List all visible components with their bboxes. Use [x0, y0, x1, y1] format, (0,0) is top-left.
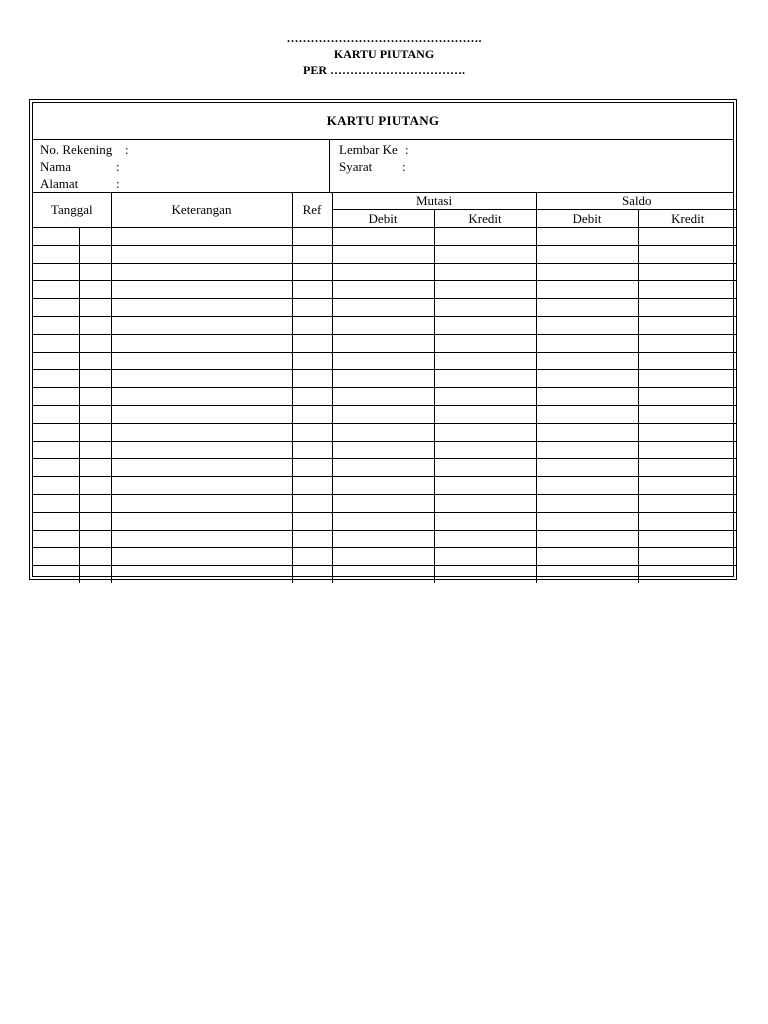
cell-tanggal-day[interactable]	[33, 281, 79, 299]
column-header-mutasi-kredit: Kredit	[434, 210, 536, 228]
cell-mutasi-debit[interactable]	[332, 352, 434, 370]
cell-tanggal-day[interactable]	[33, 334, 79, 352]
cell-saldo-kredit[interactable]	[638, 245, 737, 263]
cell-mutasi-kredit[interactable]	[434, 388, 536, 406]
cell-keterangan[interactable]	[111, 245, 292, 263]
table-row	[33, 441, 737, 459]
cell-tanggal-day[interactable]	[33, 299, 79, 317]
cell-tanggal-day[interactable]	[33, 405, 79, 423]
header-dotted-line: ………………………………………….	[286, 31, 482, 45]
cell-saldo-kredit[interactable]	[638, 263, 737, 281]
field-label: No. Rekening	[40, 142, 113, 157]
cell-tanggal-month[interactable]	[79, 494, 111, 512]
cell-keterangan[interactable]	[111, 494, 292, 512]
cell-mutasi-kredit[interactable]	[434, 281, 536, 299]
cell-keterangan[interactable]	[111, 281, 292, 299]
cell-mutasi-kredit[interactable]	[434, 494, 536, 512]
cell-mutasi-debit[interactable]	[332, 405, 434, 423]
cell-ref[interactable]	[292, 423, 332, 441]
column-header-mutasi-debit: Debit	[332, 210, 434, 228]
field-label: Alamat	[40, 176, 79, 191]
cell-tanggal-month[interactable]	[79, 566, 111, 583]
cell-mutasi-debit[interactable]	[332, 441, 434, 459]
cell-mutasi-kredit[interactable]	[434, 512, 536, 530]
cell-tanggal-month[interactable]	[79, 477, 111, 495]
cell-tanggal-month[interactable]	[79, 316, 111, 334]
receivable-card-inner	[32, 102, 734, 577]
account-info	[33, 139, 733, 193]
card-title: KARTU PIUTANG	[33, 103, 733, 140]
cell-mutasi-kredit[interactable]	[434, 299, 536, 317]
cell-tanggal-day[interactable]	[33, 228, 79, 246]
cell-keterangan[interactable]	[111, 423, 292, 441]
field-colon: :	[116, 176, 120, 191]
cell-mutasi-debit[interactable]	[332, 245, 434, 263]
field-label: Syarat	[339, 159, 373, 174]
cell-ref[interactable]	[292, 566, 332, 583]
cell-saldo-kredit[interactable]	[638, 388, 737, 406]
cell-mutasi-kredit[interactable]	[434, 228, 536, 246]
cell-mutasi-debit[interactable]	[332, 334, 434, 352]
cell-tanggal-day[interactable]	[33, 316, 79, 334]
cell-keterangan[interactable]	[111, 477, 292, 495]
cell-mutasi-kredit[interactable]	[434, 477, 536, 495]
cell-keterangan[interactable]	[111, 512, 292, 530]
cell-tanggal-month[interactable]	[79, 423, 111, 441]
ledger-table	[33, 192, 737, 583]
cell-keterangan[interactable]	[111, 299, 292, 317]
cell-saldo-debit[interactable]	[536, 388, 638, 406]
cell-tanggal-month[interactable]	[79, 405, 111, 423]
cell-saldo-kredit[interactable]	[638, 566, 737, 583]
table-row	[33, 281, 737, 299]
cell-mutasi-kredit[interactable]	[434, 405, 536, 423]
cell-ref[interactable]	[292, 228, 332, 246]
cell-mutasi-debit[interactable]	[332, 228, 434, 246]
cell-saldo-debit[interactable]	[536, 530, 638, 548]
cell-tanggal-day[interactable]	[33, 441, 79, 459]
cell-mutasi-debit[interactable]	[332, 316, 434, 334]
cell-mutasi-debit[interactable]	[332, 494, 434, 512]
cell-saldo-debit[interactable]	[536, 512, 638, 530]
cell-saldo-debit[interactable]	[536, 405, 638, 423]
cell-saldo-debit[interactable]	[536, 494, 638, 512]
cell-tanggal-month[interactable]	[79, 441, 111, 459]
table-row	[33, 263, 737, 281]
cell-mutasi-kredit[interactable]	[434, 441, 536, 459]
cell-mutasi-kredit[interactable]	[434, 423, 536, 441]
cell-tanggal-month[interactable]	[79, 530, 111, 548]
column-group-mutasi: Mutasi	[332, 192, 536, 210]
cell-tanggal-day[interactable]	[33, 459, 79, 477]
table-row	[33, 405, 737, 423]
account-info-right	[330, 139, 733, 192]
cell-ref[interactable]	[292, 263, 332, 281]
cell-mutasi-debit[interactable]	[332, 388, 434, 406]
cell-saldo-debit[interactable]	[536, 281, 638, 299]
cell-tanggal-day[interactable]	[33, 548, 79, 566]
cell-tanggal-day[interactable]	[33, 388, 79, 406]
table-row	[33, 566, 737, 583]
cell-saldo-debit[interactable]	[536, 316, 638, 334]
cell-mutasi-debit[interactable]	[332, 512, 434, 530]
header-per-line: PER …………………………….	[303, 63, 465, 77]
cell-keterangan[interactable]	[111, 530, 292, 548]
cell-saldo-kredit[interactable]	[638, 548, 737, 566]
cell-saldo-kredit[interactable]	[638, 334, 737, 352]
cell-tanggal-month[interactable]	[79, 281, 111, 299]
table-row	[33, 494, 737, 512]
field-colon: :	[402, 159, 406, 174]
cell-saldo-debit[interactable]	[536, 370, 638, 388]
field-colon: :	[405, 142, 409, 157]
field-label: Lembar Ke	[339, 142, 398, 157]
cell-tanggal-month[interactable]	[79, 548, 111, 566]
cell-keterangan[interactable]	[111, 459, 292, 477]
table-row	[33, 334, 737, 352]
cell-ref[interactable]	[292, 245, 332, 263]
column-header-saldo-debit: Debit	[536, 210, 638, 228]
cell-mutasi-debit[interactable]	[332, 370, 434, 388]
cell-ref[interactable]	[292, 512, 332, 530]
table-row	[33, 477, 737, 495]
cell-ref[interactable]	[292, 441, 332, 459]
cell-tanggal-day[interactable]	[33, 512, 79, 530]
cell-saldo-debit[interactable]	[536, 299, 638, 317]
cell-mutasi-debit[interactable]	[332, 548, 434, 566]
cell-tanggal-day[interactable]	[33, 566, 79, 583]
cell-saldo-debit[interactable]	[536, 352, 638, 370]
cell-saldo-kredit[interactable]	[638, 530, 737, 548]
cell-saldo-kredit[interactable]	[638, 494, 737, 512]
table-row	[33, 316, 737, 334]
table-row	[33, 423, 737, 441]
cell-saldo-kredit[interactable]	[638, 370, 737, 388]
cell-keterangan[interactable]	[111, 263, 292, 281]
cell-tanggal-day[interactable]	[33, 477, 79, 495]
cell-saldo-debit[interactable]	[536, 228, 638, 246]
cell-keterangan[interactable]	[111, 334, 292, 352]
cell-mutasi-debit[interactable]	[332, 459, 434, 477]
table-row	[33, 299, 737, 317]
cell-mutasi-kredit[interactable]	[434, 459, 536, 477]
cell-saldo-kredit[interactable]	[638, 281, 737, 299]
cell-keterangan[interactable]	[111, 228, 292, 246]
cell-saldo-kredit[interactable]	[638, 512, 737, 530]
cell-saldo-debit[interactable]	[536, 477, 638, 495]
column-header-saldo-kredit: Kredit	[638, 210, 737, 228]
cell-mutasi-kredit[interactable]	[434, 370, 536, 388]
cell-mutasi-debit[interactable]	[332, 281, 434, 299]
field-alamat[interactable]	[40, 175, 329, 192]
cell-keterangan[interactable]	[111, 388, 292, 406]
field-colon: :	[116, 159, 120, 174]
table-row	[33, 370, 737, 388]
cell-mutasi-kredit[interactable]	[434, 263, 536, 281]
cell-saldo-debit[interactable]	[536, 566, 638, 583]
cell-saldo-kredit[interactable]	[638, 316, 737, 334]
table-row	[33, 352, 737, 370]
header-title: KARTU PIUTANG	[333, 47, 435, 61]
cell-saldo-debit[interactable]	[536, 423, 638, 441]
receivable-card	[29, 99, 737, 580]
field-colon: :	[125, 142, 129, 157]
cell-saldo-kredit[interactable]	[638, 459, 737, 477]
cell-saldo-debit[interactable]	[536, 459, 638, 477]
table-row	[33, 459, 737, 477]
cell-mutasi-debit[interactable]	[332, 299, 434, 317]
cell-mutasi-debit[interactable]	[332, 530, 434, 548]
cell-ref[interactable]	[292, 334, 332, 352]
column-group-saldo: Saldo	[536, 192, 737, 210]
cell-ref[interactable]	[292, 477, 332, 495]
ledger-body	[33, 228, 737, 583]
cell-ref[interactable]	[292, 494, 332, 512]
cell-tanggal-day[interactable]	[33, 263, 79, 281]
cell-ref[interactable]	[292, 548, 332, 566]
cell-ref[interactable]	[292, 405, 332, 423]
cell-ref[interactable]	[292, 370, 332, 388]
cell-saldo-debit[interactable]	[536, 334, 638, 352]
table-row	[33, 530, 737, 548]
cell-tanggal-day[interactable]	[33, 494, 79, 512]
cell-ref[interactable]	[292, 299, 332, 317]
cell-tanggal-month[interactable]	[79, 334, 111, 352]
cell-saldo-kredit[interactable]	[638, 423, 737, 441]
cell-saldo-kredit[interactable]	[638, 441, 737, 459]
table-row	[33, 548, 737, 566]
cell-tanggal-month[interactable]	[79, 263, 111, 281]
cell-tanggal-month[interactable]	[79, 459, 111, 477]
cell-mutasi-debit[interactable]	[332, 263, 434, 281]
cell-saldo-kredit[interactable]	[638, 228, 737, 246]
table-row	[33, 245, 737, 263]
cell-tanggal-day[interactable]	[33, 530, 79, 548]
cell-mutasi-kredit[interactable]	[434, 245, 536, 263]
account-info-left	[33, 139, 330, 192]
cell-ref[interactable]	[292, 352, 332, 370]
cell-saldo-debit[interactable]	[536, 441, 638, 459]
cell-mutasi-kredit[interactable]	[434, 352, 536, 370]
page-header	[0, 30, 768, 78]
cell-mutasi-kredit[interactable]	[434, 530, 536, 548]
cell-saldo-kredit[interactable]	[638, 405, 737, 423]
cell-tanggal-day[interactable]	[33, 423, 79, 441]
cell-tanggal-day[interactable]	[33, 352, 79, 370]
cell-ref[interactable]	[292, 459, 332, 477]
cell-tanggal-month[interactable]	[79, 512, 111, 530]
table-row	[33, 388, 737, 406]
cell-mutasi-kredit[interactable]	[434, 334, 536, 352]
cell-tanggal-month[interactable]	[79, 245, 111, 263]
cell-tanggal-month[interactable]	[79, 352, 111, 370]
cell-mutasi-debit[interactable]	[332, 423, 434, 441]
cell-keterangan[interactable]	[111, 405, 292, 423]
cell-tanggal-month[interactable]	[79, 299, 111, 317]
field-lembar-ke[interactable]	[339, 141, 733, 158]
column-header-keterangan: Keterangan	[111, 192, 292, 228]
cell-saldo-debit[interactable]	[536, 548, 638, 566]
column-header-tanggal: Tanggal	[33, 192, 111, 228]
cell-ref[interactable]	[292, 316, 332, 334]
field-label: Nama	[40, 159, 72, 174]
cell-tanggal-month[interactable]	[79, 370, 111, 388]
cell-mutasi-kredit[interactable]	[434, 548, 536, 566]
cell-keterangan[interactable]	[111, 352, 292, 370]
cell-tanggal-month[interactable]	[79, 228, 111, 246]
cell-keterangan[interactable]	[111, 441, 292, 459]
table-row	[33, 228, 737, 246]
field-syarat[interactable]	[339, 158, 733, 175]
cell-saldo-debit[interactable]	[536, 245, 638, 263]
cell-saldo-kredit[interactable]	[638, 352, 737, 370]
cell-mutasi-debit[interactable]	[332, 477, 434, 495]
column-header-ref: Ref	[292, 192, 332, 228]
cell-ref[interactable]	[292, 388, 332, 406]
cell-ref[interactable]	[292, 281, 332, 299]
cell-tanggal-day[interactable]	[33, 370, 79, 388]
cell-saldo-debit[interactable]	[536, 263, 638, 281]
cell-saldo-kredit[interactable]	[638, 477, 737, 495]
cell-keterangan[interactable]	[111, 566, 292, 583]
cell-keterangan[interactable]	[111, 316, 292, 334]
cell-mutasi-debit[interactable]	[332, 566, 434, 583]
cell-keterangan[interactable]	[111, 370, 292, 388]
field-nama[interactable]	[40, 158, 329, 175]
cell-tanggal-day[interactable]	[33, 245, 79, 263]
cell-mutasi-kredit[interactable]	[434, 566, 536, 583]
cell-ref[interactable]	[292, 530, 332, 548]
table-row	[33, 512, 737, 530]
cell-saldo-kredit[interactable]	[638, 299, 737, 317]
cell-tanggal-month[interactable]	[79, 388, 111, 406]
cell-keterangan[interactable]	[111, 548, 292, 566]
field-no-rekening[interactable]	[40, 141, 329, 158]
cell-mutasi-kredit[interactable]	[434, 316, 536, 334]
